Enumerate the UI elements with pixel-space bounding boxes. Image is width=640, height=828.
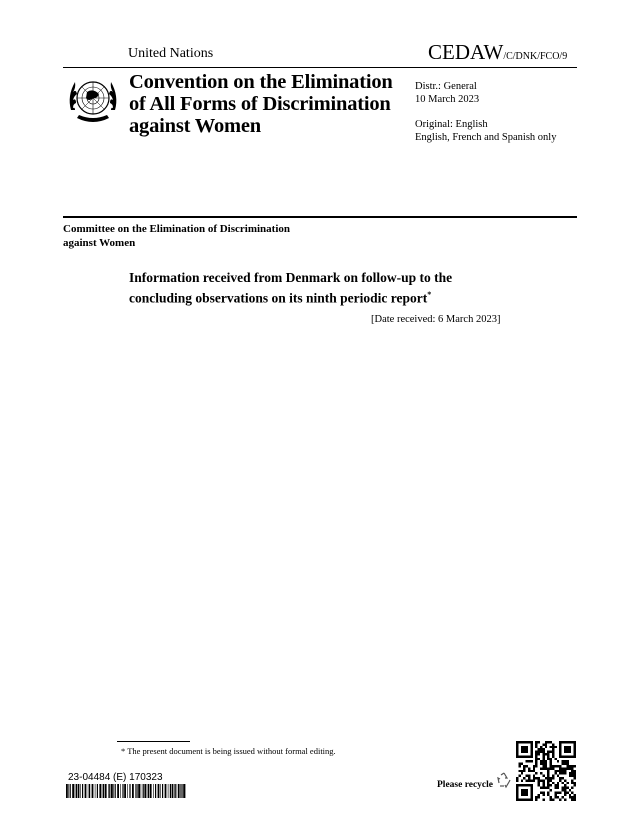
convention-title [129, 71, 409, 137]
section-rule [63, 216, 577, 218]
committee-line: against Women [63, 237, 136, 249]
committee-line: Committee on the Elimination of Discrimination [63, 223, 291, 235]
footnote-rule [117, 741, 190, 742]
document-title [129, 269, 452, 307]
symbol-main: CEDAW [428, 40, 504, 64]
date-received: [Date received: 6 March 2023] [371, 314, 501, 325]
job-number: 23-04484 (E) 170323 [68, 772, 163, 783]
un-emblem-icon [63, 70, 123, 130]
symbol-suffix: /C/DNK/FCO/9 [503, 51, 568, 62]
available-languages: English, French and Spanish only [415, 132, 557, 143]
footnote-text: * The present document is being issued without formal editing. [121, 746, 336, 756]
issue-date: 10 March 2023 [415, 94, 480, 105]
convention-title-line: Convention on the Elimination [129, 71, 393, 93]
document-symbol [428, 40, 567, 65]
distribution-text: Distr.: General [415, 81, 477, 92]
convention-title-line: of All Forms of Discrimination [129, 93, 391, 115]
original-language: Original: English [415, 119, 488, 130]
qr-code-icon[interactable] [516, 741, 576, 801]
document-title-line: concluding observations on its ninth periodic report [129, 290, 428, 306]
footnote-marker[interactable]: * [427, 290, 432, 299]
organization-name: United Nations [128, 46, 214, 61]
committee-name [63, 222, 290, 250]
header-rule [63, 67, 577, 68]
barcode-icon [66, 784, 186, 798]
distribution-block [415, 80, 479, 106]
recycle-label: Please recycle [437, 780, 493, 790]
document-title-line: Information received from Denmark on follow-up to the [129, 270, 453, 285]
convention-title-line: against Women [129, 115, 262, 137]
language-block [415, 118, 556, 144]
recycle-icon [494, 770, 514, 790]
